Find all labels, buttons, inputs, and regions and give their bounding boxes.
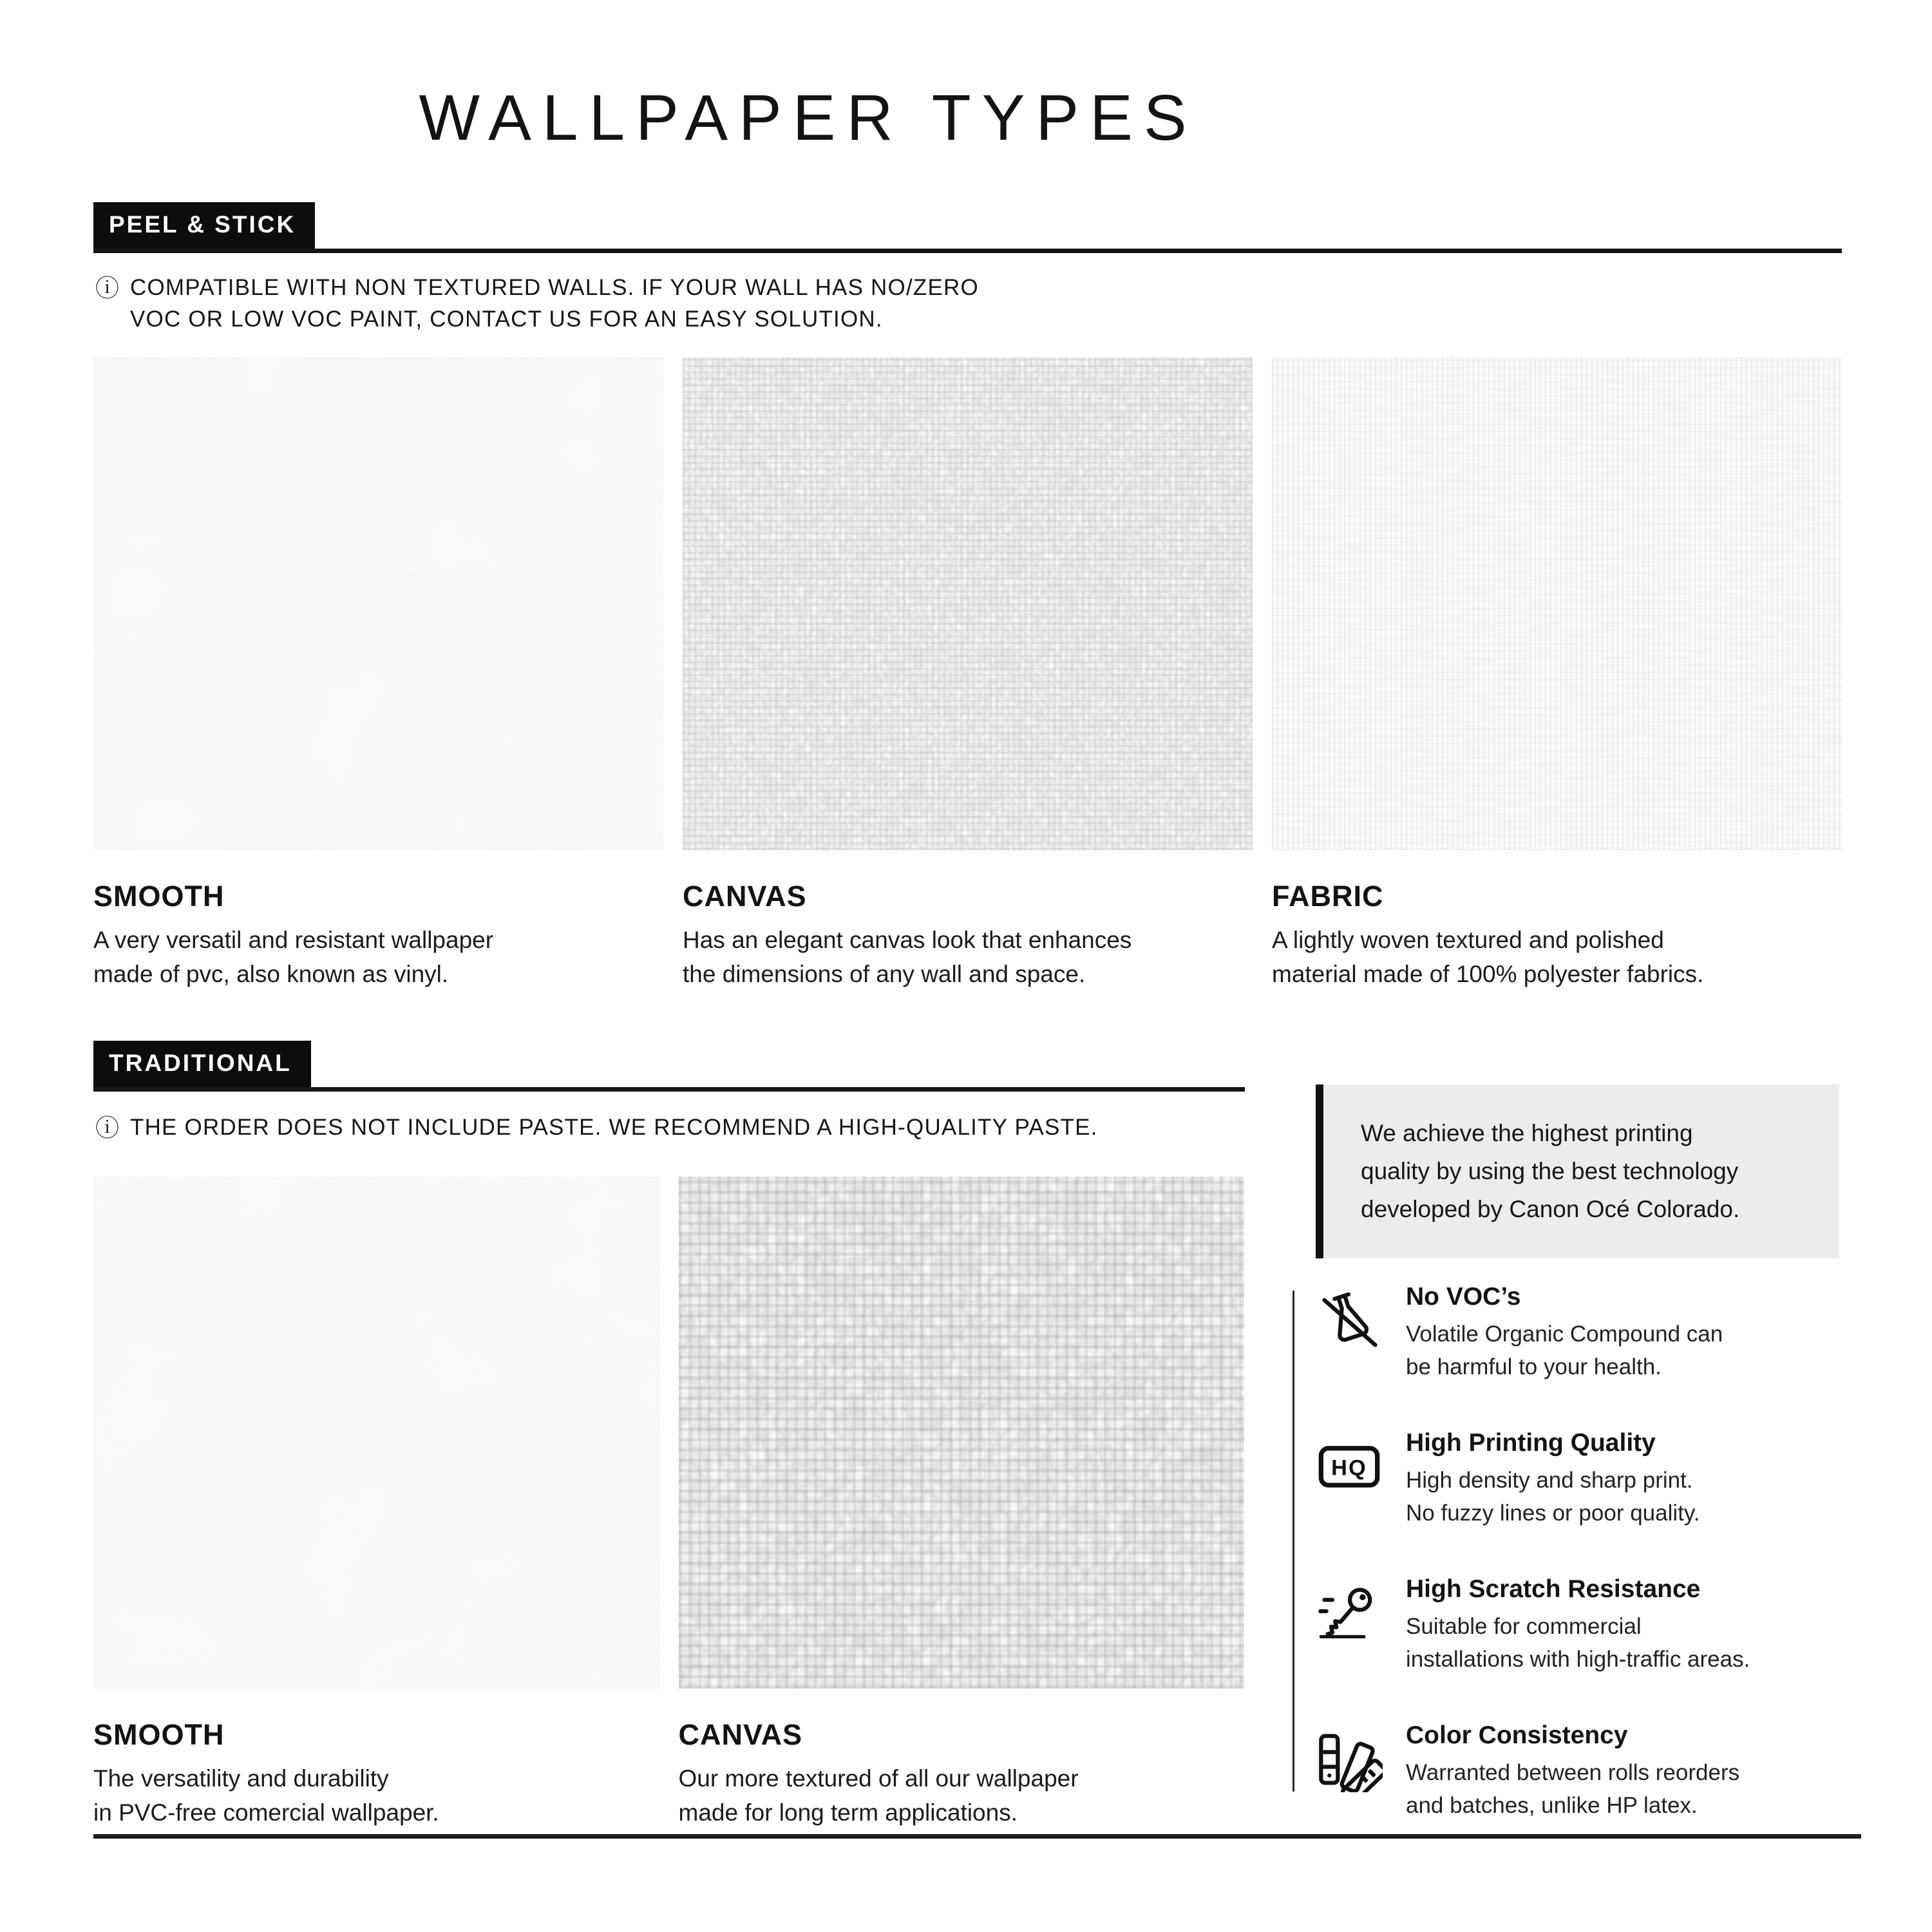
canvas-coarse-weave-overlay <box>679 1177 1245 1689</box>
info-icon: ⓘ <box>95 1114 120 1142</box>
canvas-texture-sample <box>683 357 1253 850</box>
color-swatches-icon <box>1316 1725 1383 1792</box>
swatch-card-fabric <box>1272 357 1842 991</box>
swatch-name: CANVAS <box>678 1718 803 1751</box>
feature-title: High Scratch Resistance <box>1406 1575 1701 1603</box>
feature-text <box>1406 1429 1700 1530</box>
traditional-note-text <box>130 1112 1098 1143</box>
smooth-traditional-texture-sample <box>93 1177 659 1689</box>
fabric-weave-overlay <box>1272 357 1842 850</box>
feature-title: No VOC’s <box>1406 1283 1521 1311</box>
canvas-traditional-texture-sample <box>679 1177 1245 1689</box>
feature-title: High Printing Quality <box>1406 1428 1656 1457</box>
swatch-caption <box>679 1718 1245 1830</box>
feature-title: Color Consistency <box>1406 1721 1628 1749</box>
peel-stick-note-text <box>130 272 979 335</box>
feature-high-scratch-resistance <box>1316 1575 1844 1676</box>
features-divider-line <box>1293 1291 1294 1792</box>
quality-note-line: We achieve the highest printing <box>1361 1120 1693 1146</box>
peel-stick-swatch-row <box>93 357 1842 991</box>
swatch-name: SMOOTH <box>93 880 225 913</box>
peel-stick-badge: PEEL & STICK <box>93 202 315 249</box>
feature-text <box>1406 1575 1750 1676</box>
feature-color-consistency <box>1316 1721 1844 1823</box>
swatch-caption <box>1272 880 1842 991</box>
swatch-description: Has an elegant canvas look that enhances the dimensions of any wall and space. <box>683 927 1132 987</box>
feature-description: Suitable for commercial installations with high-traffic areas. <box>1406 1613 1750 1672</box>
feature-text <box>1406 1721 1739 1823</box>
features-list <box>1316 1283 1844 1868</box>
note-line: VOC OR LOW VOC PAINT, CONTACT US FOR AN EASY SOLUTION. <box>130 307 883 332</box>
note-line: THE ORDER DOES NOT INCLUDE PASTE. WE RECOMMEND A HIGH-QUALITY PASTE. <box>130 1115 1098 1140</box>
feature-no-voc <box>1316 1283 1844 1384</box>
canvas-weave-overlay <box>683 357 1253 850</box>
swatch-caption <box>93 880 663 991</box>
scratch-key-icon <box>1316 1579 1383 1646</box>
feature-description: High density and sharp print. No fuzzy lines or poor quality. <box>1406 1467 1700 1526</box>
hq-badge-icon <box>1316 1433 1383 1500</box>
swatch-description: Our more textured of all our wallpaper made for long term applications. <box>678 1765 1079 1826</box>
smooth-texture-image <box>93 357 663 850</box>
swatch-description: A very versatil and resistant wallpaper made of pvc, also known as vinyl. <box>93 927 494 987</box>
page-title: WALLPAPER TYPES <box>419 82 1198 154</box>
feature-description: Warranted between rolls reorders and batches, unlike HP latex. <box>1406 1759 1740 1819</box>
info-icon: ⓘ <box>95 274 120 302</box>
printing-quality-callout <box>1316 1084 1839 1258</box>
feature-high-printing-quality <box>1316 1429 1844 1530</box>
swatch-card-canvas <box>683 357 1253 991</box>
swatch-card-canvas-traditional <box>679 1177 1245 1830</box>
swatch-name: FABRIC <box>1272 880 1384 913</box>
swatch-card-smooth <box>93 357 663 991</box>
bottom-divider-rule <box>93 1834 1861 1839</box>
peel-stick-section-header <box>93 202 1842 253</box>
traditional-section-header <box>93 1041 1245 1092</box>
fabric-texture-sample <box>1272 357 1842 850</box>
note-line: COMPATIBLE WITH NON TEXTURED WALLS. IF YOUR WALL HAS NO/ZERO <box>130 275 979 300</box>
feature-text <box>1406 1283 1723 1384</box>
smooth-texture-sample <box>93 357 663 850</box>
swatch-caption <box>683 880 1253 991</box>
traditional-swatch-row <box>93 1177 1244 1830</box>
svg-text:HQ: HQ <box>1331 1455 1367 1481</box>
swatch-description: The versatility and durability in PVC-free comercial wallpaper. <box>93 1765 439 1826</box>
quality-note-line: quality by using the best technology <box>1361 1158 1739 1185</box>
swatch-description: A lightly woven textured and polished material made of 100% polyester fabrics. <box>1272 927 1704 987</box>
quality-note-line: developed by Canon Océ Colorado. <box>1361 1196 1740 1223</box>
no-voc-flask-icon <box>1316 1287 1383 1354</box>
traditional-badge: TRADITIONAL <box>93 1041 311 1087</box>
swatch-name: CANVAS <box>683 880 807 913</box>
peel-stick-note <box>95 272 979 335</box>
traditional-note <box>95 1112 1098 1143</box>
swatch-caption <box>93 1718 659 1830</box>
swatch-name: SMOOTH <box>93 1718 225 1751</box>
smooth-traditional-texture-image <box>93 1177 659 1689</box>
swatch-card-smooth-traditional <box>93 1177 659 1830</box>
feature-description: Volatile Organic Compound can be harmful to your health. <box>1406 1321 1723 1380</box>
